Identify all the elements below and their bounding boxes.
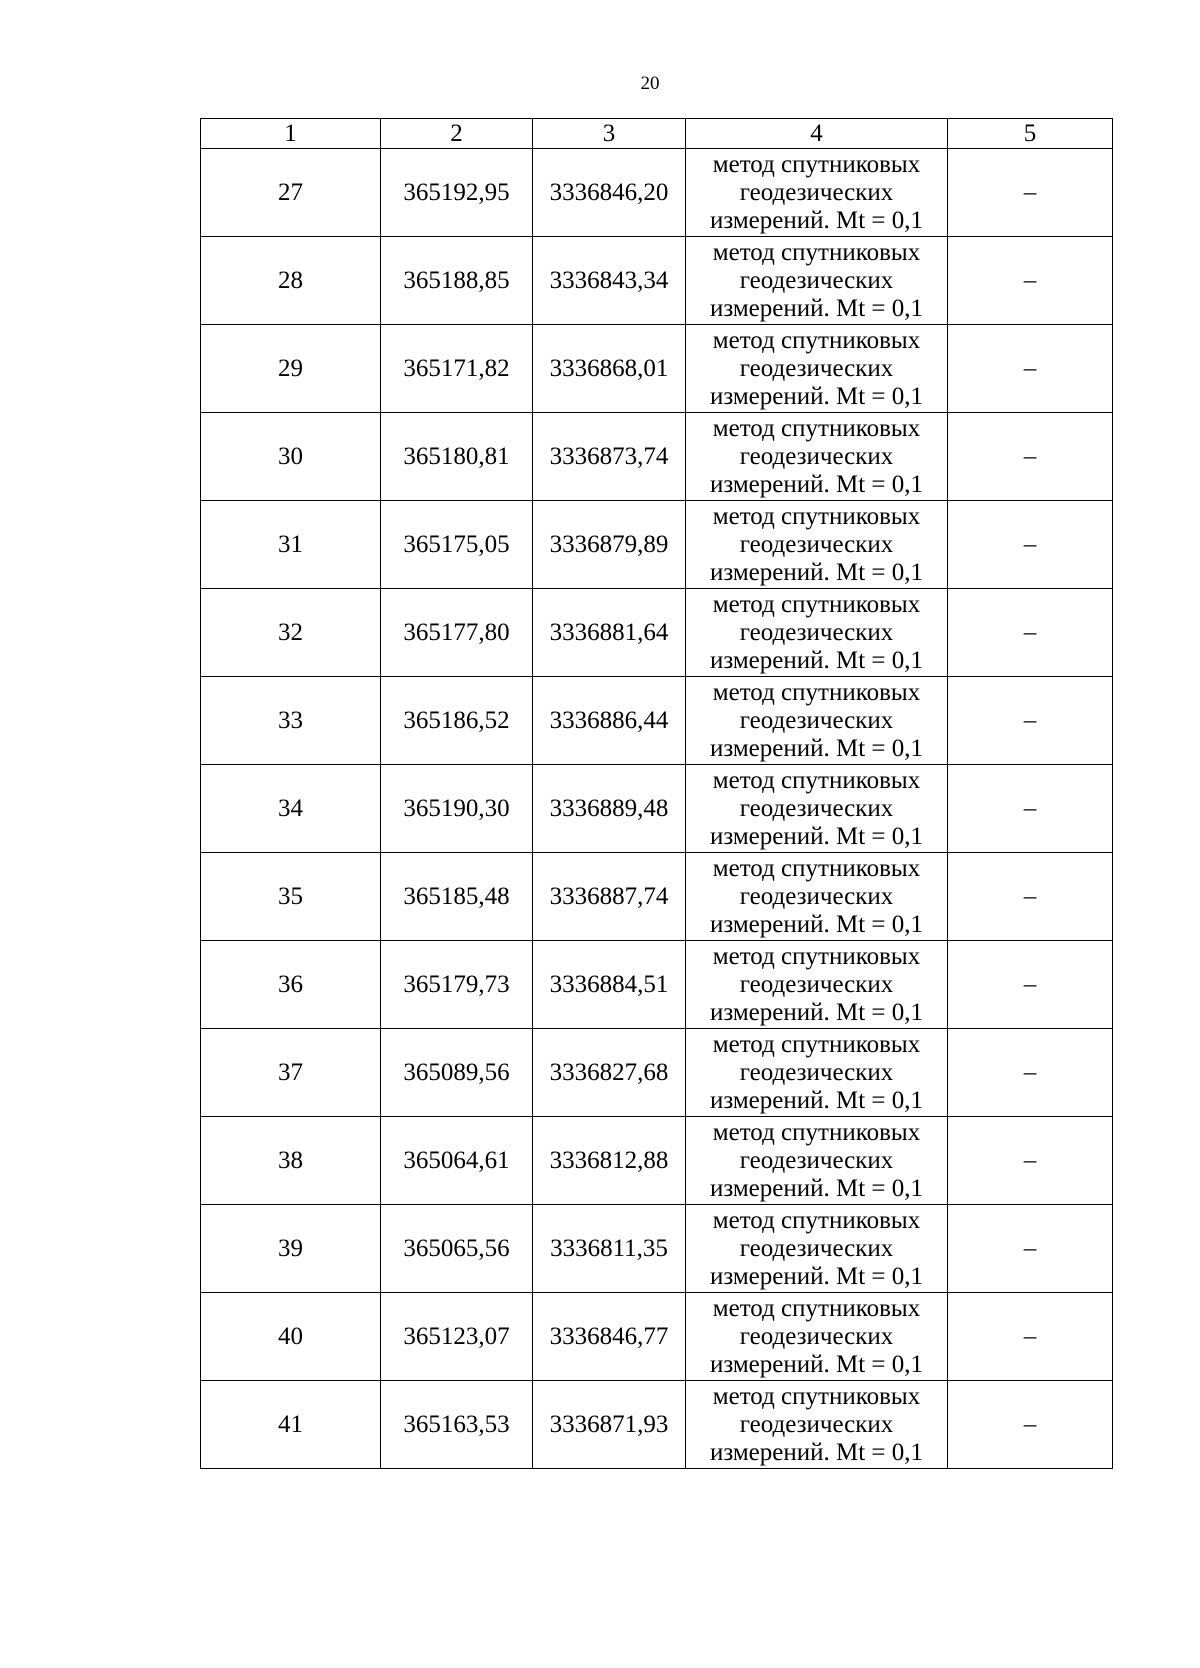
note-cell: – (948, 765, 1113, 853)
point-number-cell: 35 (201, 853, 381, 941)
point-number-cell: 29 (201, 325, 381, 413)
point-number-cell: 38 (201, 1117, 381, 1205)
y-coordinate-cell: 3336827,68 (533, 1029, 686, 1117)
method-cell: метод спутниковых геодезических измерений. Mt = 0,1 (686, 589, 948, 677)
note-cell: – (948, 677, 1113, 765)
table-row (201, 589, 1113, 677)
x-coordinate-cell: 365064,61 (381, 1117, 533, 1205)
note-cell: – (948, 325, 1113, 413)
method-cell: метод спутниковых геодезических измерений. Mt = 0,1 (686, 941, 948, 1029)
method-cell: метод спутниковых геодезических измерений. Mt = 0,1 (686, 501, 948, 589)
table-row (201, 149, 1113, 237)
note-cell: – (948, 1117, 1113, 1205)
table-row (201, 853, 1113, 941)
y-coordinate-cell: 3336879,89 (533, 501, 686, 589)
method-cell: метод спутниковых геодезических измерений. Mt = 0,1 (686, 1117, 948, 1205)
note-cell: – (948, 1381, 1113, 1469)
y-coordinate-cell: 3336887,74 (533, 853, 686, 941)
table-row (201, 1117, 1113, 1205)
x-coordinate-cell: 365163,53 (381, 1381, 533, 1469)
y-coordinate-cell: 3336881,64 (533, 589, 686, 677)
method-cell: метод спутниковых геодезических измерений. Mt = 0,1 (686, 1029, 948, 1117)
note-cell: – (948, 1205, 1113, 1293)
table-row (201, 325, 1113, 413)
x-coordinate-cell: 365089,56 (381, 1029, 533, 1117)
y-coordinate-cell: 3336846,77 (533, 1293, 686, 1381)
point-number-cell: 36 (201, 941, 381, 1029)
y-coordinate-cell: 3336846,20 (533, 149, 686, 237)
note-cell: – (948, 941, 1113, 1029)
note-cell: – (948, 1029, 1113, 1117)
note-cell: – (948, 501, 1113, 589)
page-number: 20 (640, 73, 660, 94)
method-cell: метод спутниковых геодезических измерений. Mt = 0,1 (686, 325, 948, 413)
y-coordinate-cell: 3336868,01 (533, 325, 686, 413)
table-row (201, 941, 1113, 1029)
x-coordinate-cell: 365065,56 (381, 1205, 533, 1293)
y-coordinate-cell: 3336889,48 (533, 765, 686, 853)
y-coordinate-cell: 3336843,34 (533, 237, 686, 325)
point-number-cell: 33 (201, 677, 381, 765)
note-cell: – (948, 589, 1113, 677)
method-cell: метод спутниковых геодезических измерений. Mt = 0,1 (686, 413, 948, 501)
x-coordinate-cell: 365180,81 (381, 413, 533, 501)
point-number-cell: 40 (201, 1293, 381, 1381)
method-cell: метод спутниковых геодезических измерений. Mt = 0,1 (686, 765, 948, 853)
y-coordinate-cell: 3336873,74 (533, 413, 686, 501)
x-coordinate-cell: 365171,82 (381, 325, 533, 413)
note-cell: – (948, 413, 1113, 501)
table-row (201, 413, 1113, 501)
table-row (201, 1381, 1113, 1469)
y-coordinate-cell: 3336886,44 (533, 677, 686, 765)
point-number-cell: 41 (201, 1381, 381, 1469)
point-number-cell: 32 (201, 589, 381, 677)
point-number-cell: 37 (201, 1029, 381, 1117)
table-header-row (201, 119, 1113, 149)
x-coordinate-cell: 365123,07 (381, 1293, 533, 1381)
y-coordinate-cell: 3336811,35 (533, 1205, 686, 1293)
x-coordinate-cell: 365179,73 (381, 941, 533, 1029)
point-number-cell: 34 (201, 765, 381, 853)
method-cell: метод спутниковых геодезических измерений. Mt = 0,1 (686, 237, 948, 325)
x-coordinate-cell: 365190,30 (381, 765, 533, 853)
header-col-1: 1 (201, 119, 381, 149)
x-coordinate-cell: 365192,95 (381, 149, 533, 237)
y-coordinate-cell: 3336812,88 (533, 1117, 686, 1205)
table-row (201, 765, 1113, 853)
method-cell: метод спутниковых геодезических измерений. Mt = 0,1 (686, 1381, 948, 1469)
header-col-4: 4 (686, 119, 948, 149)
table-body (201, 149, 1113, 1469)
y-coordinate-cell: 3336884,51 (533, 941, 686, 1029)
table-row (201, 501, 1113, 589)
note-cell: – (948, 1293, 1113, 1381)
x-coordinate-cell: 365185,48 (381, 853, 533, 941)
table-row (201, 1293, 1113, 1381)
coordinates-table (200, 118, 1113, 1469)
point-number-cell: 30 (201, 413, 381, 501)
table-row (201, 1205, 1113, 1293)
x-coordinate-cell: 365175,05 (381, 501, 533, 589)
header-col-2: 2 (381, 119, 533, 149)
y-coordinate-cell: 3336871,93 (533, 1381, 686, 1469)
table-row (201, 237, 1113, 325)
method-cell: метод спутниковых геодезических измерений. Mt = 0,1 (686, 149, 948, 237)
point-number-cell: 31 (201, 501, 381, 589)
header-col-3: 3 (533, 119, 686, 149)
table-row (201, 1029, 1113, 1117)
x-coordinate-cell: 365186,52 (381, 677, 533, 765)
method-cell: метод спутниковых геодезических измерений. Mt = 0,1 (686, 853, 948, 941)
header-col-5: 5 (948, 119, 1113, 149)
x-coordinate-cell: 365188,85 (381, 237, 533, 325)
point-number-cell: 27 (201, 149, 381, 237)
table-row (201, 677, 1113, 765)
point-number-cell: 39 (201, 1205, 381, 1293)
x-coordinate-cell: 365177,80 (381, 589, 533, 677)
note-cell: – (948, 853, 1113, 941)
method-cell: метод спутниковых геодезических измерений. Mt = 0,1 (686, 1205, 948, 1293)
note-cell: – (948, 149, 1113, 237)
point-number-cell: 28 (201, 237, 381, 325)
method-cell: метод спутниковых геодезических измерений. Mt = 0,1 (686, 677, 948, 765)
note-cell: – (948, 237, 1113, 325)
method-cell: метод спутниковых геодезических измерений. Mt = 0,1 (686, 1293, 948, 1381)
